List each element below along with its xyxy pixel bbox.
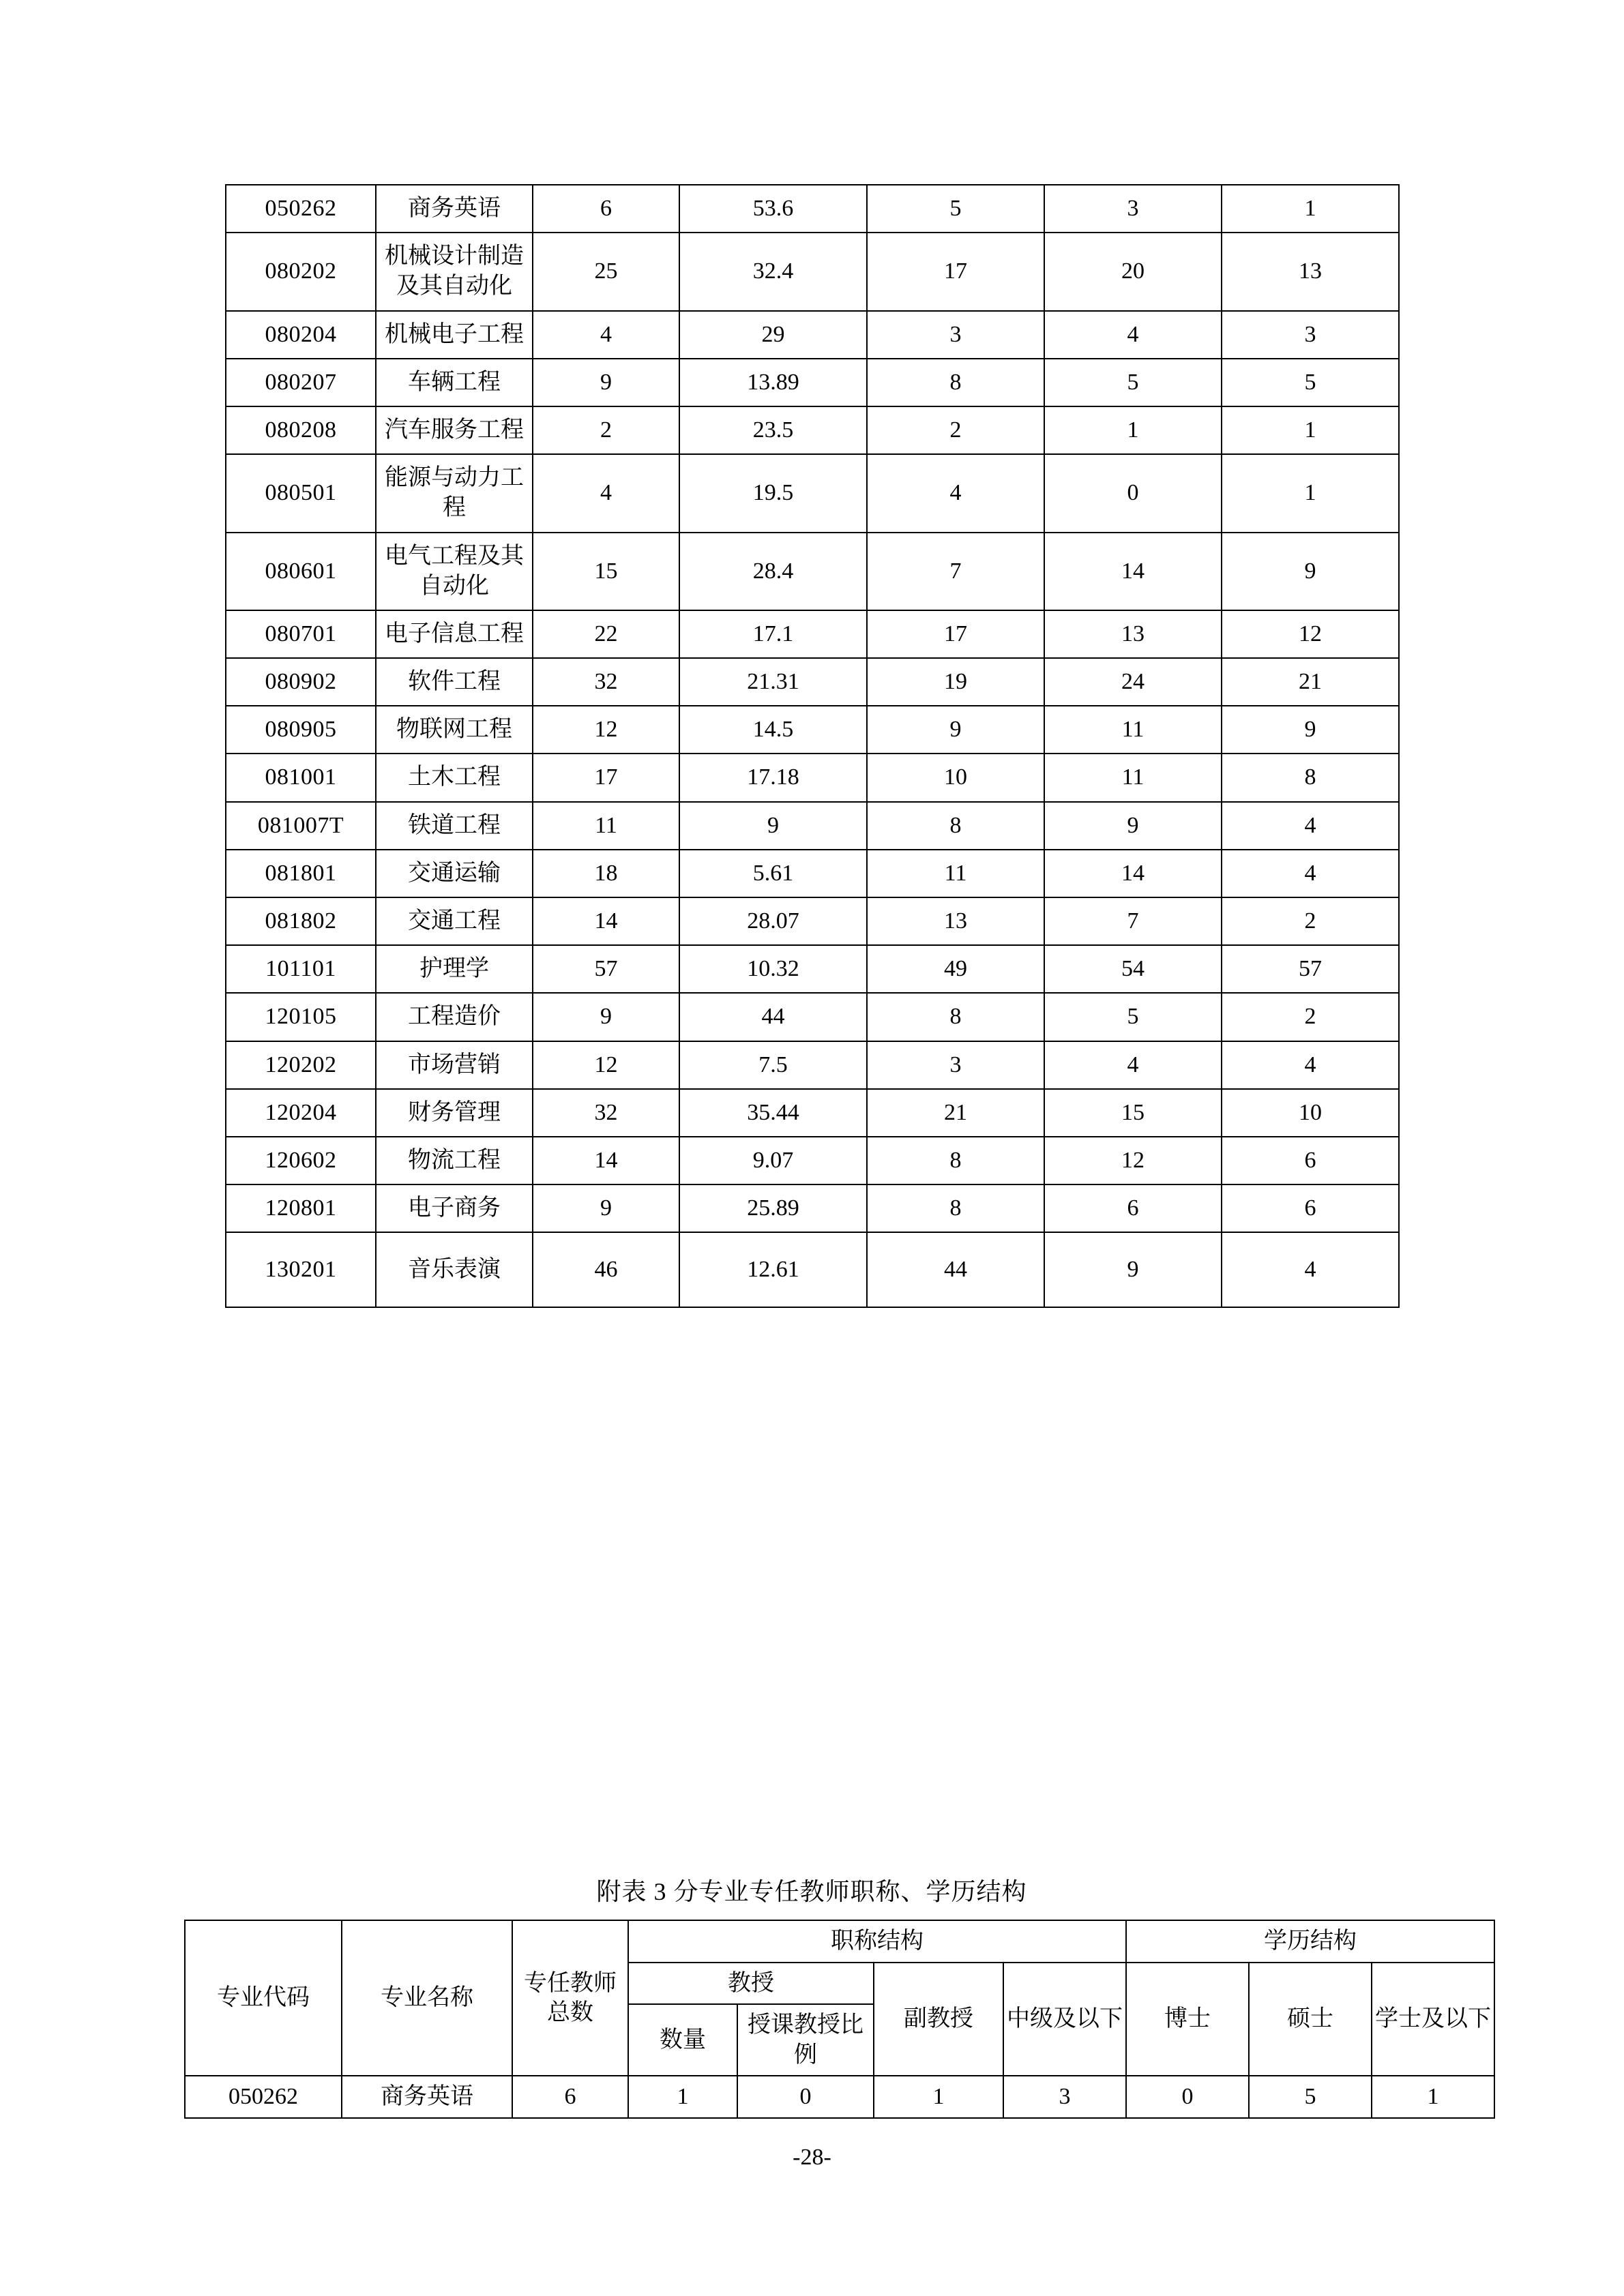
cell-c5: 44 xyxy=(867,1232,1044,1307)
cell-c6: 1 xyxy=(1044,406,1222,454)
cell-c6: 24 xyxy=(1044,658,1222,706)
cell-code: 120801 xyxy=(226,1184,376,1232)
cell-c5: 9 xyxy=(867,706,1044,754)
table-row xyxy=(226,1041,1399,1089)
cell-c5: 5 xyxy=(867,185,1044,233)
cell-c4: 35.44 xyxy=(679,1089,867,1137)
table-row xyxy=(226,1232,1399,1307)
cell-c3: 57 xyxy=(533,945,679,993)
cell-c5: 8 xyxy=(867,1184,1044,1232)
cell-code: 120202 xyxy=(226,1041,376,1089)
header-major-code: 专业代码 xyxy=(185,1920,342,2076)
cell-c7: 21 xyxy=(1222,658,1399,706)
cell-name: 电气工程及其自动化 xyxy=(376,533,533,610)
cell-name: 机械电子工程 xyxy=(376,311,533,359)
cell-name: 护理学 xyxy=(376,945,533,993)
cell-c3: 9 xyxy=(533,359,679,406)
cell-master: 5 xyxy=(1249,2076,1372,2118)
cell-c6: 13 xyxy=(1044,610,1222,658)
table-row xyxy=(226,658,1399,706)
cell-associate-professor: 1 xyxy=(874,2076,1003,2118)
cell-code: 080204 xyxy=(226,311,376,359)
cell-c4: 9 xyxy=(679,802,867,850)
cell-c6: 9 xyxy=(1044,802,1222,850)
cell-c6: 54 xyxy=(1044,945,1222,993)
cell-c5: 21 xyxy=(867,1089,1044,1137)
header-professor-count: 数量 xyxy=(628,2004,737,2076)
cell-c5: 2 xyxy=(867,406,1044,454)
cell-c3: 4 xyxy=(533,454,679,532)
table2-body xyxy=(226,185,1399,1307)
table-row xyxy=(226,1089,1399,1137)
cell-c4: 9.07 xyxy=(679,1137,867,1184)
cell-c6: 11 xyxy=(1044,706,1222,754)
major-teacher-table xyxy=(225,184,1400,1308)
cell-c7: 10 xyxy=(1222,1089,1399,1137)
header-title-structure: 职称结构 xyxy=(628,1920,1126,1963)
cell-code: 120602 xyxy=(226,1137,376,1184)
cell-c4: 14.5 xyxy=(679,706,867,754)
cell-c3: 2 xyxy=(533,406,679,454)
cell-c5: 8 xyxy=(867,359,1044,406)
cell-c5: 49 xyxy=(867,945,1044,993)
cell-name: 商务英语 xyxy=(376,185,533,233)
cell-c7: 4 xyxy=(1222,802,1399,850)
table-row xyxy=(226,233,1399,310)
cell-code: 050262 xyxy=(226,185,376,233)
cell-c3: 32 xyxy=(533,1089,679,1137)
table-row xyxy=(226,993,1399,1041)
cell-c5: 10 xyxy=(867,754,1044,801)
cell-name: 交通工程 xyxy=(376,897,533,945)
header-bachelor-below: 学士及以下 xyxy=(1372,1963,1494,2076)
table-row xyxy=(226,311,1399,359)
cell-code: 080902 xyxy=(226,658,376,706)
cell-c7: 1 xyxy=(1222,454,1399,532)
header-intermediate-below: 中级及以下 xyxy=(1003,1963,1126,2076)
cell-code: 081007T xyxy=(226,802,376,850)
cell-professor-count: 1 xyxy=(628,2076,737,2118)
table-row xyxy=(226,406,1399,454)
cell-c6: 14 xyxy=(1044,533,1222,610)
table-row xyxy=(226,185,1399,233)
cell-c6: 14 xyxy=(1044,850,1222,897)
header-education-structure: 学历结构 xyxy=(1126,1920,1494,1963)
table3-header-row-1 xyxy=(185,1920,1494,1963)
cell-c4: 17.1 xyxy=(679,610,867,658)
cell-c3: 12 xyxy=(533,706,679,754)
table-row xyxy=(226,897,1399,945)
cell-c4: 5.61 xyxy=(679,850,867,897)
cell-c5: 7 xyxy=(867,533,1044,610)
table-row xyxy=(226,754,1399,801)
cell-code: 080701 xyxy=(226,610,376,658)
cell-c4: 17.18 xyxy=(679,754,867,801)
cell-c3: 25 xyxy=(533,233,679,310)
cell-name: 物联网工程 xyxy=(376,706,533,754)
table-row xyxy=(226,454,1399,532)
cell-c4: 21.31 xyxy=(679,658,867,706)
cell-c4: 23.5 xyxy=(679,406,867,454)
table3-container xyxy=(184,1841,1492,2119)
cell-code: 120105 xyxy=(226,993,376,1041)
table-row xyxy=(226,1137,1399,1184)
cell-code: 080207 xyxy=(226,359,376,406)
cell-name: 工程造价 xyxy=(376,993,533,1041)
table-row xyxy=(226,533,1399,610)
cell-c5: 17 xyxy=(867,233,1044,310)
table-row xyxy=(185,2076,1494,2118)
cell-c7: 12 xyxy=(1222,610,1399,658)
cell-c5: 13 xyxy=(867,897,1044,945)
cell-doctor: 0 xyxy=(1126,2076,1249,2118)
cell-code: 081802 xyxy=(226,897,376,945)
cell-c3: 9 xyxy=(533,993,679,1041)
cell-c6: 15 xyxy=(1044,1089,1222,1137)
cell-bachelor-below: 1 xyxy=(1372,2076,1494,2118)
cell-c5: 3 xyxy=(867,1041,1044,1089)
cell-c7: 6 xyxy=(1222,1184,1399,1232)
table-row xyxy=(226,359,1399,406)
cell-code: 081801 xyxy=(226,850,376,897)
page-number: -28- xyxy=(793,2145,831,2170)
cell-c3: 17 xyxy=(533,754,679,801)
cell-name: 电子信息工程 xyxy=(376,610,533,658)
cell-c5: 8 xyxy=(867,1137,1044,1184)
cell-c6: 7 xyxy=(1044,897,1222,945)
cell-c3: 9 xyxy=(533,1184,679,1232)
cell-name: 软件工程 xyxy=(376,658,533,706)
cell-c7: 2 xyxy=(1222,993,1399,1041)
cell-c7: 2 xyxy=(1222,897,1399,945)
cell-code: 080202 xyxy=(226,233,376,310)
cell-name: 财务管理 xyxy=(376,1089,533,1137)
teacher-title-education-table xyxy=(184,1920,1495,2119)
cell-c6: 0 xyxy=(1044,454,1222,532)
cell-name: 市场营销 xyxy=(376,1041,533,1089)
cell-c3: 6 xyxy=(533,185,679,233)
cell-c3: 32 xyxy=(533,658,679,706)
cell-c4: 13.89 xyxy=(679,359,867,406)
table3-head xyxy=(185,1920,1494,2076)
table-row xyxy=(226,945,1399,993)
cell-code: 101101 xyxy=(226,945,376,993)
cell-name: 物流工程 xyxy=(376,1137,533,1184)
cell-c7: 57 xyxy=(1222,945,1399,993)
cell-c7: 3 xyxy=(1222,311,1399,359)
cell-c3: 14 xyxy=(533,897,679,945)
cell-c6: 3 xyxy=(1044,185,1222,233)
cell-code: 130201 xyxy=(226,1232,376,1307)
cell-code: 081001 xyxy=(226,754,376,801)
cell-code: 120204 xyxy=(226,1089,376,1137)
cell-c5: 8 xyxy=(867,802,1044,850)
header-professor: 教授 xyxy=(628,1963,874,2005)
cell-c6: 6 xyxy=(1044,1184,1222,1232)
cell-c6: 4 xyxy=(1044,311,1222,359)
cell-c7: 5 xyxy=(1222,359,1399,406)
cell-c5: 11 xyxy=(867,850,1044,897)
cell-c7: 1 xyxy=(1222,406,1399,454)
cell-c4: 29 xyxy=(679,311,867,359)
cell-c4: 25.89 xyxy=(679,1184,867,1232)
cell-c6: 5 xyxy=(1044,993,1222,1041)
cell-professor-ratio: 0 xyxy=(737,2076,874,2118)
cell-total: 6 xyxy=(512,2076,628,2118)
cell-c7: 4 xyxy=(1222,1041,1399,1089)
cell-c5: 17 xyxy=(867,610,1044,658)
cell-code: 080208 xyxy=(226,406,376,454)
cell-c6: 12 xyxy=(1044,1137,1222,1184)
cell-c7: 9 xyxy=(1222,533,1399,610)
cell-code: 080905 xyxy=(226,706,376,754)
header-master: 硕士 xyxy=(1249,1963,1372,2076)
header-total-teachers: 专任教师总数 xyxy=(512,1920,628,2076)
cell-c5: 19 xyxy=(867,658,1044,706)
cell-c3: 12 xyxy=(533,1041,679,1089)
table-row xyxy=(226,706,1399,754)
table-row xyxy=(226,1184,1399,1232)
cell-c4: 12.61 xyxy=(679,1232,867,1307)
cell-c6: 9 xyxy=(1044,1232,1222,1307)
cell-c6: 5 xyxy=(1044,359,1222,406)
cell-c4: 32.4 xyxy=(679,233,867,310)
cell-c5: 3 xyxy=(867,311,1044,359)
cell-name: 音乐表演 xyxy=(376,1232,533,1307)
header-doctor: 博士 xyxy=(1126,1963,1249,2076)
table-row xyxy=(226,802,1399,850)
cell-c3: 46 xyxy=(533,1232,679,1307)
cell-c4: 19.5 xyxy=(679,454,867,532)
cell-c4: 53.6 xyxy=(679,185,867,233)
cell-c6: 20 xyxy=(1044,233,1222,310)
cell-c4: 10.32 xyxy=(679,945,867,993)
cell-code: 080601 xyxy=(226,533,376,610)
table-row xyxy=(226,610,1399,658)
cell-c3: 14 xyxy=(533,1137,679,1184)
cell-c3: 11 xyxy=(533,802,679,850)
cell-name: 车辆工程 xyxy=(376,359,533,406)
cell-c7: 13 xyxy=(1222,233,1399,310)
cell-name: 机械设计制造及其自动化 xyxy=(376,233,533,310)
cell-c4: 28.07 xyxy=(679,897,867,945)
cell-code: 080501 xyxy=(226,454,376,532)
cell-c3: 4 xyxy=(533,311,679,359)
cell-c3: 18 xyxy=(533,850,679,897)
cell-c4: 44 xyxy=(679,993,867,1041)
cell-c7: 4 xyxy=(1222,1232,1399,1307)
header-associate-professor: 副教授 xyxy=(874,1963,1003,2076)
cell-c4: 28.4 xyxy=(679,533,867,610)
table2-container xyxy=(225,184,1398,1308)
cell-c7: 4 xyxy=(1222,850,1399,897)
cell-c4: 7.5 xyxy=(679,1041,867,1089)
cell-name: 电子商务 xyxy=(376,1184,533,1232)
header-major-name: 专业名称 xyxy=(342,1920,512,2076)
table-row xyxy=(226,850,1399,897)
table3-body xyxy=(185,2076,1494,2118)
cell-c7: 6 xyxy=(1222,1137,1399,1184)
cell-name: 交通运输 xyxy=(376,850,533,897)
cell-name: 土木工程 xyxy=(376,754,533,801)
cell-name: 能源与动力工程 xyxy=(376,454,533,532)
cell-c7: 1 xyxy=(1222,185,1399,233)
cell-c3: 15 xyxy=(533,533,679,610)
cell-code: 050262 xyxy=(185,2076,342,2118)
cell-c6: 11 xyxy=(1044,754,1222,801)
cell-c7: 8 xyxy=(1222,754,1399,801)
table3-title: 附表 3 分专业专任教师职称、学历结构 xyxy=(596,1878,1027,1905)
cell-c7: 9 xyxy=(1222,706,1399,754)
cell-name: 商务英语 xyxy=(342,2076,512,2118)
cell-c6: 4 xyxy=(1044,1041,1222,1089)
header-professor-teaching-ratio: 授课教授比例 xyxy=(737,2004,874,2076)
cell-intermediate-below: 3 xyxy=(1003,2076,1126,2118)
cell-name: 铁道工程 xyxy=(376,802,533,850)
cell-c5: 8 xyxy=(867,993,1044,1041)
cell-name: 汽车服务工程 xyxy=(376,406,533,454)
cell-c3: 22 xyxy=(533,610,679,658)
cell-c5: 4 xyxy=(867,454,1044,532)
